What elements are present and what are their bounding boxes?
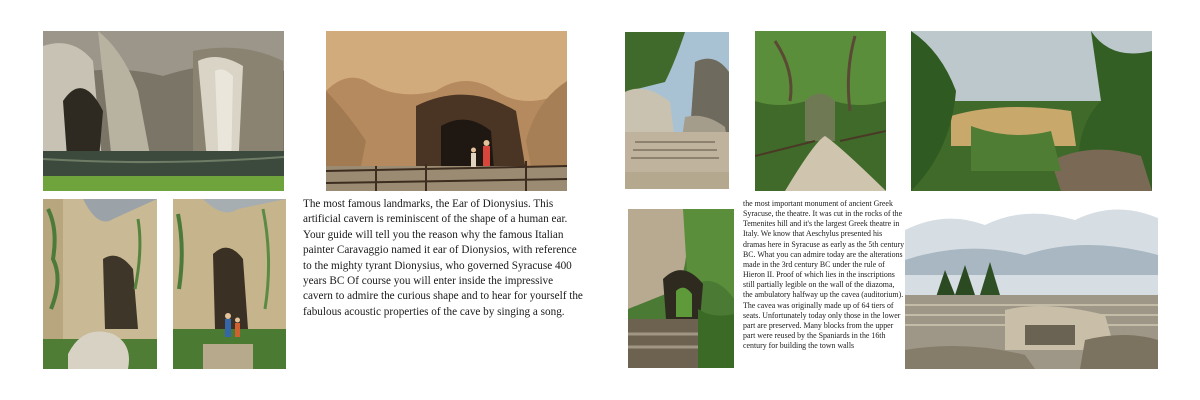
greek-theatre-description: the most important monument of ancient Greek Syracuse, the theatre. It was cut in the rocks of the Temenites hill and it's the largest Greek theatre in Italy. We know that Aeschylus presented his dramas here in Syracuse as early as the 5th century BC. What you can admire today are the alterations made in the 3rd century BC under the rule of Hieron II. Proof of which lies in the inscriptions still partially legible on the wall of the diazoma, the ambulatory halfway up the cavea (auditorium). The cavea was originally made up of 64 tiers of seats. Unfortunately today only those in the lower part are preserved. Many blocks from the upper part were reused by the Spaniards in the 16th century for building the town walls [743, 199, 905, 351]
photo-cave-interior [43, 31, 284, 191]
photo-quarry-cliff [43, 199, 157, 369]
photo-rocky-arch [628, 209, 734, 368]
photo-tree-path [755, 31, 886, 191]
ear-of-dionysius-description: The most famous landmarks, the Ear of Dionysius. This artificial cavern is reminiscent of the shape of a human ear. Your guide will tell you the reason why the famous Italian painter Caravaggio named it ear of Dionysios, with reference to the mighty tyrant Dionysius, who governed Syracuse 400 years BC Of course you will enter inside the impressive cavern to admire the curious shape and to hear for yourself the fabulous acoustic properties of the cave by singing a song. [303, 198, 583, 318]
photo-cave-entrance [326, 31, 567, 191]
photo-stone-steps [625, 32, 729, 189]
photo-greek-theatre [905, 200, 1158, 369]
photo-quarry-garden [911, 31, 1152, 191]
photo-quarry-visitors [173, 199, 286, 369]
